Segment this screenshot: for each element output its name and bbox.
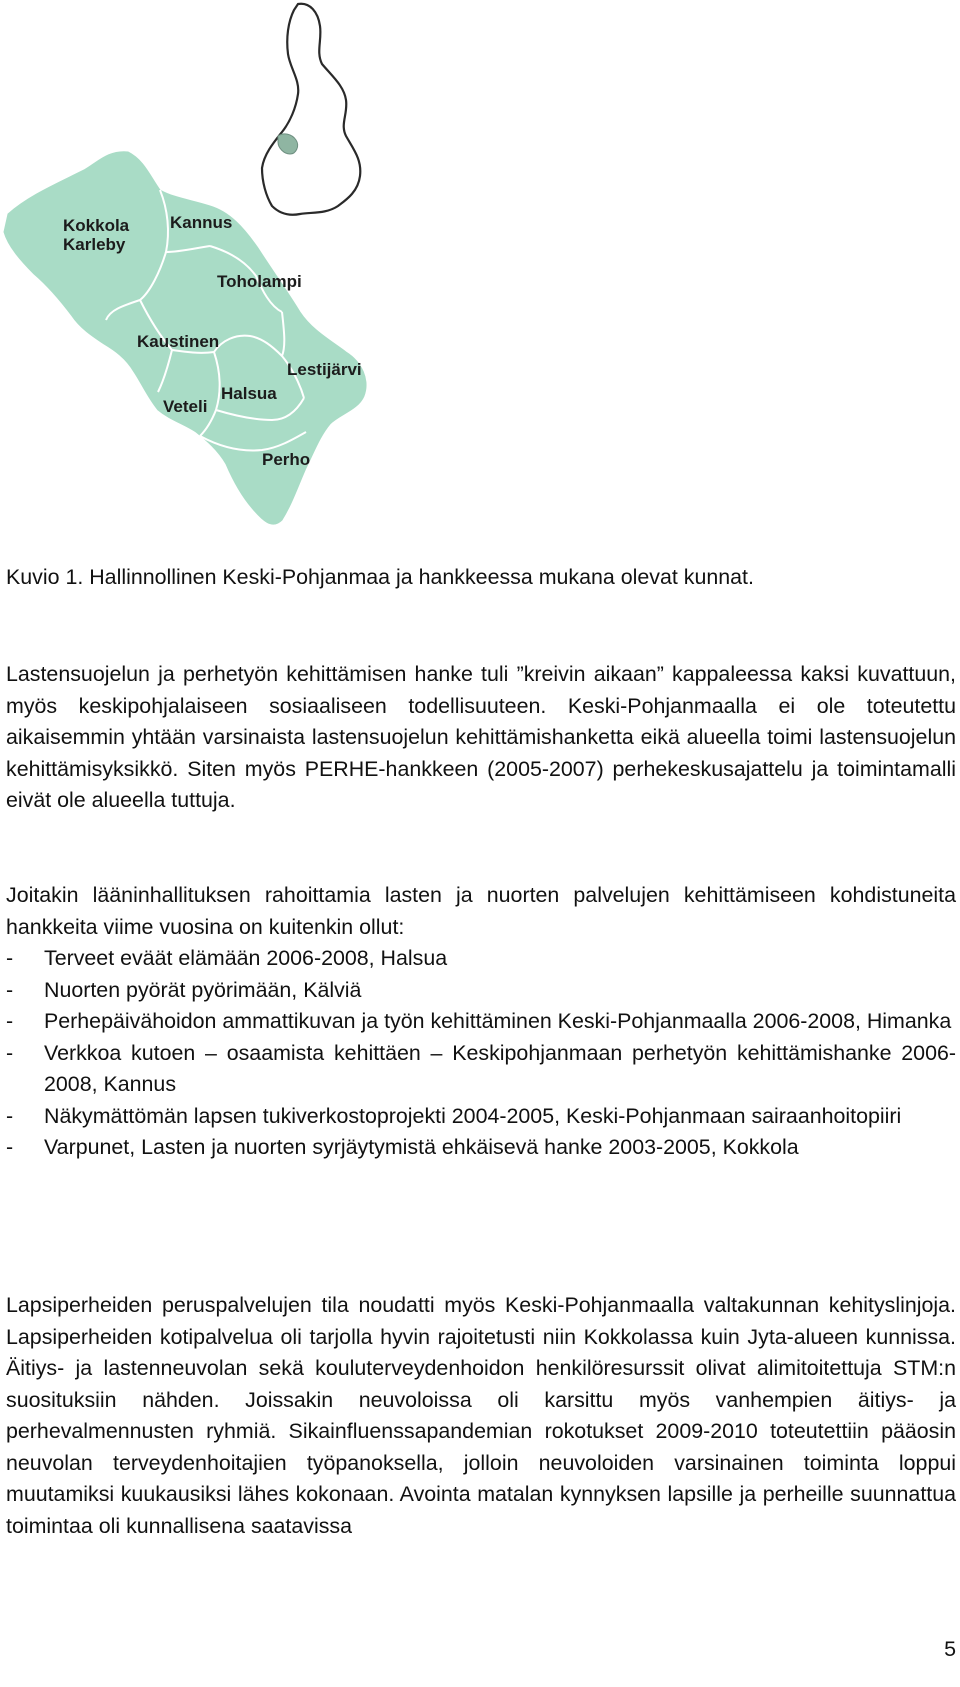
list-dash: - <box>6 977 14 1002</box>
page-number: 5 <box>944 1637 956 1661</box>
map-label-perho: Perho <box>262 450 311 469</box>
list-item-text: Nuorten pyörät pyörimään, Kälviä <box>44 977 362 1002</box>
list-dash: - <box>6 946 14 970</box>
map-label-veteli: Veteli <box>163 397 208 416</box>
list-dash: - <box>6 1009 14 1033</box>
list-item-text: Terveet eväät elämään 2006-2008, Halsua <box>44 946 448 970</box>
paragraph-2 <box>6 880 956 1164</box>
list-item-text: Perhepäivähoidon ammattikuvan ja työn kehittäminen Keski-Pohjanmaalla 2006-2008, Himanka <box>44 1009 952 1033</box>
list-dash: - <box>6 1040 14 1065</box>
list-item-text: Näkymättömän lapsen tukiverkostoprojekti 2004-2005, Keski-Pohjanmaan sairaanhoitopiiri <box>44 1103 902 1128</box>
project-list <box>6 943 956 1164</box>
paragraph-3: Lapsiperheiden peruspalvelujen tila noudatti myös Keski-Pohjanmaalla valtakunnan kehityslinjoja. Lapsiperheiden kotipalvelua oli tarjolla hyvin rajoitetusti niin Kokkolassa kuin Jyta-alueen kunnissa. Äitiys- ja lastenneuvolan sekä kouluterveydenhoidon henkilöresurssit olivat alimitoitettuja STM:n suosituksiin nähden. Joissakin neuvoloissa oli karsittu myös vanhempien äitiys- ja perhevalmennusten ryhmiä. Sikainfluenssapandemian rokotukset 2009-2010 toteutettiin pääosin neuvolan terveydenhoitajien työpanoksella, jolloin neuvoloiden varsinainen toiminta loppui muutamiksi kuukausiksi lähes kokonaan. Avointa matalan kynnyksen lapsille ja perheille suunnattua toimintaa oli kunnallisena saatavissa <box>6 1293 956 1538</box>
list-item <box>6 1101 956 1133</box>
map-label-halsua: Halsua <box>221 384 277 403</box>
map-label-kannus: Kannus <box>170 213 233 232</box>
region-map-svg <box>0 0 420 565</box>
list-item-text: Varpunet, Lasten ja nuorten syrjäytymistä ehkäisevä hanke 2003-2005, Kokkola <box>44 1135 799 1159</box>
map-label-toholampi: Toholampi <box>217 272 302 291</box>
region-map-figure <box>0 0 420 565</box>
map-label-lestijarvi: Lestijärvi <box>287 360 362 379</box>
paragraph-2-intro: Joitakin lääninhallituksen rahoittamia lasten ja nuorten palvelujen kehittämiseen kohdistuneita hankkeita viime vuosina on kuitenkin ollut: <box>6 883 956 939</box>
map-label-kaustinen: Kaustinen <box>137 332 220 351</box>
list-item-text: Verkkoa kutoen – osaamista kehittäen – Keskipohjanmaan perhetyön kehittämishanke 2006-2008, Kannus <box>44 1040 956 1096</box>
paragraph-1: Lastensuojelun ja perhetyön kehittämisen hanke tuli ”kreivin aikaan” kappaleessa kaksi kuvattuun, myös keskipohjalaiseen sosiaaliseen todellisuuteen. Keski-Pohjanmaalla ei ole toteutettu aikaisemmin yhtään varsinaista lastensuojelun kehittämishanketta eikä alueella toimi lastensuojelun kehittämisyksikkö. Siten myös PERHE-hankkeen (2005-2007) perhekeskusajattelu ja toimintamalli eivät ole alueella tuttuja. <box>6 662 956 812</box>
list-item <box>6 1006 956 1038</box>
finland-outline-map-icon <box>262 4 360 215</box>
list-dash: - <box>6 1103 14 1128</box>
list-item <box>6 943 956 975</box>
map-label-kokkola-sv: Karleby <box>63 235 126 254</box>
map-label-kokkola <box>63 216 129 254</box>
figure-caption: Kuvio 1. Hallinnollinen Keski-Pohjanmaa ja hankkeessa mukana olevat kunnat. <box>6 565 754 589</box>
list-item <box>6 1038 956 1101</box>
list-dash: - <box>6 1135 14 1159</box>
map-label-kokkola-fi: Kokkola <box>63 216 130 235</box>
list-item <box>6 1132 956 1164</box>
list-item <box>6 975 956 1007</box>
